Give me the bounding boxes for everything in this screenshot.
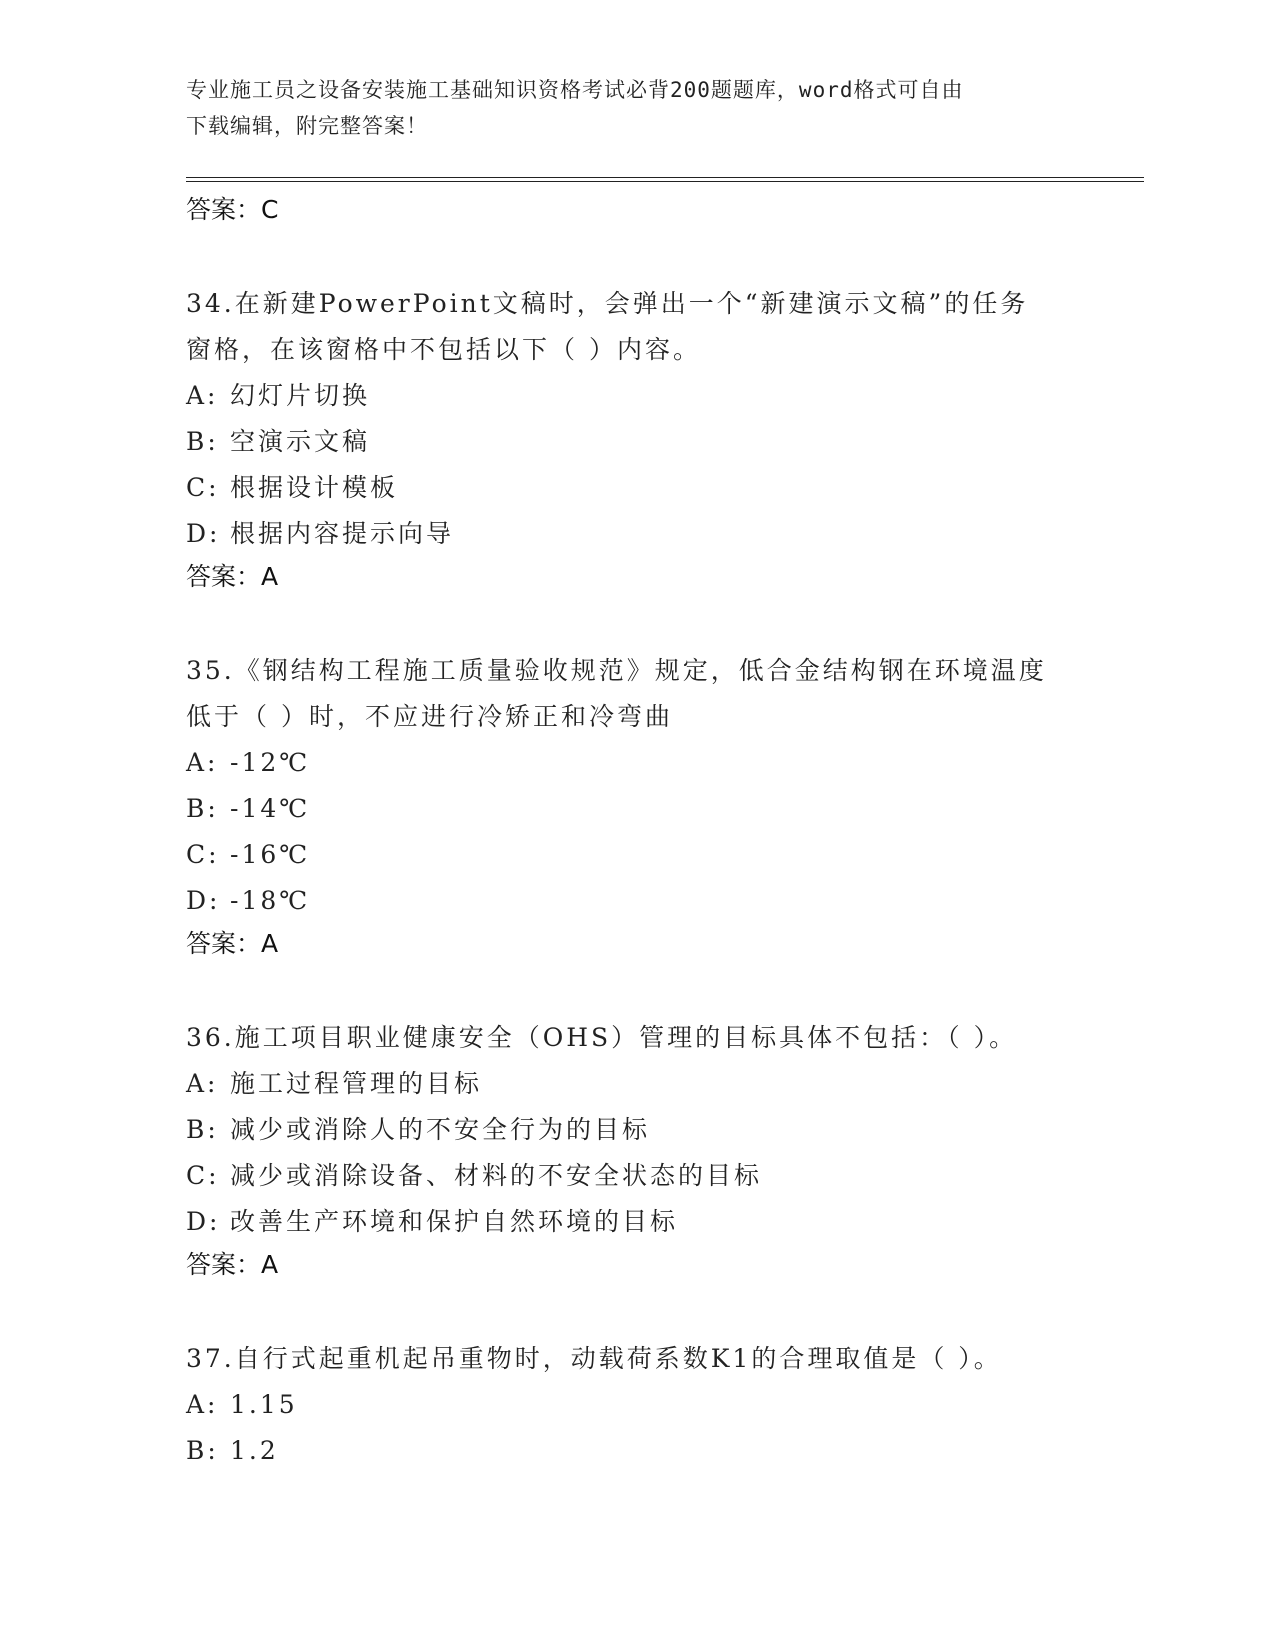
question-37: [186, 1336, 1066, 1474]
option-label: B:: [186, 427, 219, 456]
question-text: 35.《钢结构工程施工质量验收规范》规定，低合金结构钢在环境温度: [186, 656, 1047, 685]
option-text: -16℃: [230, 840, 311, 869]
option-b: [186, 1428, 1066, 1474]
question-text: 窗格，在该窗格中不包括以下（ ）内容。: [186, 335, 701, 364]
answer-text: 答案：A: [186, 1250, 279, 1279]
option-label: A:: [186, 381, 219, 410]
question-36: [186, 1015, 1066, 1291]
option-text: 1.2: [230, 1436, 279, 1465]
header-rule-top: [186, 177, 1144, 178]
option-label: A:: [186, 748, 219, 777]
option-a: [186, 1061, 1066, 1107]
question-text: 37.自行式起重机起吊重物时，动载荷系数K1的合理取值是（ ）。: [186, 1344, 1002, 1373]
page-header: [186, 72, 1066, 144]
question-text: 36.施工项目职业健康安全（OHS）管理的目标具体不包括：（ ）。: [186, 1023, 1018, 1052]
option-c: [186, 1153, 1066, 1199]
option-label: C:: [186, 840, 220, 869]
header-line-2: 下载编辑，附完整答案！: [186, 114, 428, 138]
question-text: 低于（ ）时，不应进行冷矫正和冷弯曲: [186, 702, 673, 731]
option-text: 根据设计模板: [230, 473, 399, 502]
question-text: 34.在新建PowerPoint文稿时，会弹出一个“新建演示文稿”的任务: [186, 289, 1029, 318]
answer-text: 答案：A: [186, 929, 279, 958]
option-c: [186, 832, 1066, 878]
option-d: [186, 878, 1066, 924]
option-b: [186, 1107, 1066, 1153]
option-label: B:: [186, 1436, 219, 1465]
option-text: 幻灯片切换: [230, 381, 371, 410]
option-label: A:: [186, 1390, 219, 1419]
option-label: D:: [186, 1207, 221, 1236]
option-text: 改善生产环境和保护自然环境的目标: [230, 1207, 679, 1236]
question-list: [186, 190, 1066, 1474]
answer-text: 答案：C: [186, 195, 279, 224]
option-label: C:: [186, 473, 220, 502]
option-text: 根据内容提示向导: [230, 519, 455, 548]
option-a: [186, 740, 1066, 786]
option-b: [186, 786, 1066, 832]
option-text: -14℃: [230, 794, 311, 823]
option-label: D:: [186, 519, 221, 548]
header-rule-bottom: [186, 181, 1144, 182]
option-text: -18℃: [230, 886, 311, 915]
option-text: 减少或消除人的不安全行为的目标: [230, 1115, 651, 1144]
option-a: [186, 1382, 1066, 1428]
header-line-1: 专业施工员之设备安装施工基础知识资格考试必背200题题库，word格式可自由: [186, 78, 964, 102]
option-text: 施工过程管理的目标: [230, 1069, 483, 1098]
question-35: [186, 648, 1066, 970]
option-label: C:: [186, 1161, 220, 1190]
option-text: 空演示文稿: [230, 427, 371, 456]
option-label: A:: [186, 1069, 219, 1098]
option-text: 减少或消除设备、材料的不安全状态的目标: [230, 1161, 763, 1190]
option-c: [186, 465, 1066, 511]
option-a: [186, 373, 1066, 419]
answer-text: 答案：A: [186, 562, 279, 591]
option-label: B:: [186, 794, 219, 823]
option-label: D:: [186, 886, 221, 915]
option-text: -12℃: [230, 748, 311, 777]
option-d: [186, 511, 1066, 557]
option-b: [186, 419, 1066, 465]
question-34: [186, 281, 1066, 603]
option-text: 1.15: [230, 1390, 298, 1419]
option-label: B:: [186, 1115, 219, 1144]
option-d: [186, 1199, 1066, 1245]
